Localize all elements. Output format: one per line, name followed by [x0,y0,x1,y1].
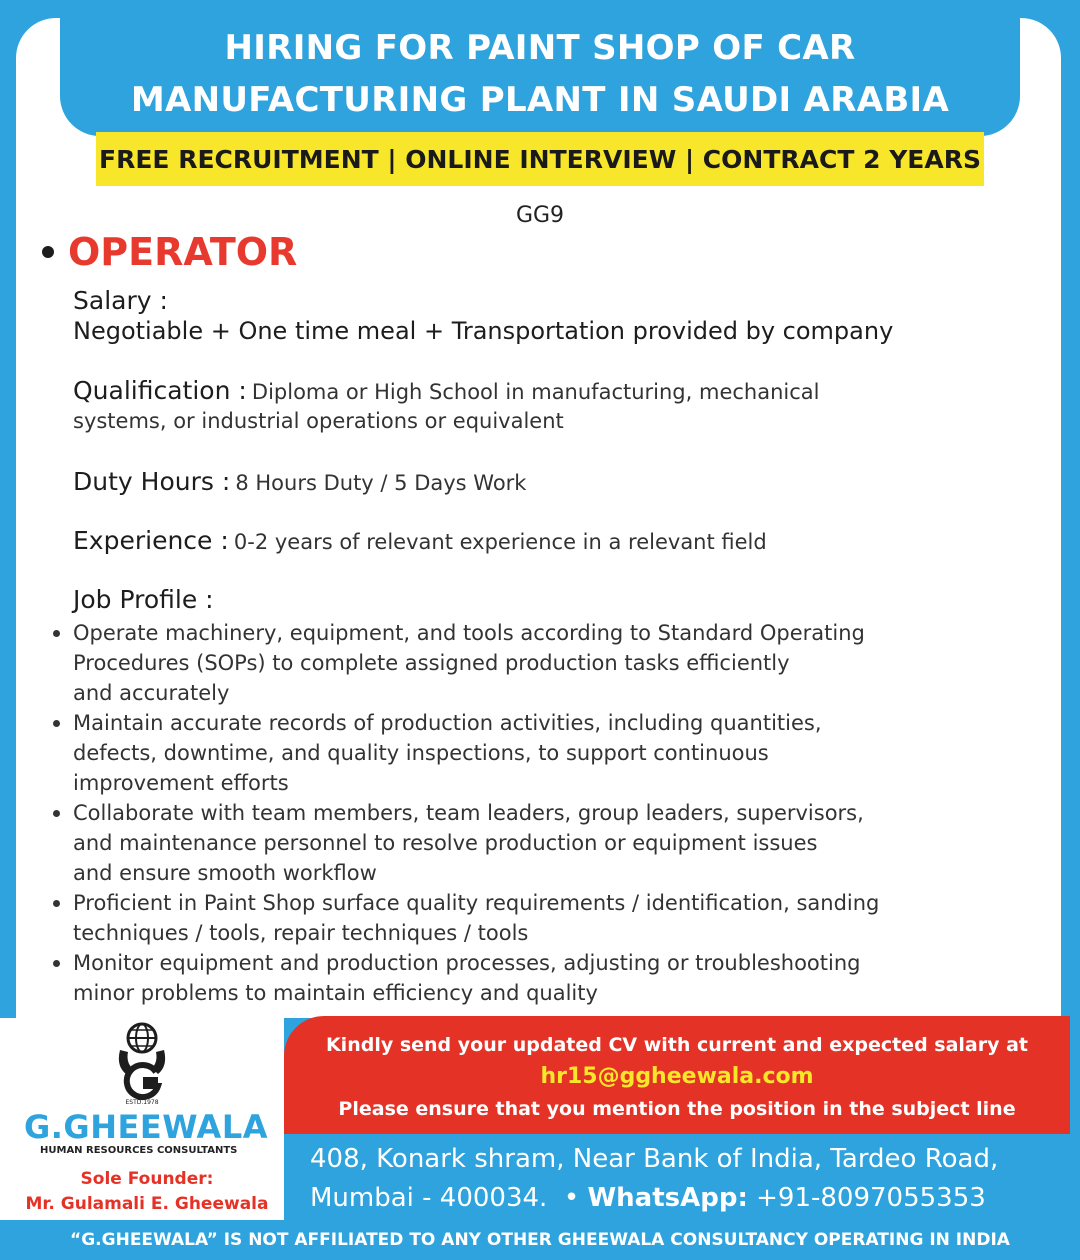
address-city: Mumbai - 400034. [310,1183,548,1213]
qualification-label: Qualification : [73,376,247,405]
bullet-icon [53,720,60,727]
qualification-value-2: systems, or industrial operations or equivalent [73,409,564,433]
experience-value: 0-2 years of relevant experience in a relevant field [233,530,767,554]
headline-line-1: HIRING FOR PAINT SHOP OF CAR [224,28,856,68]
bullet-icon [53,630,60,637]
founder-label: Sole Founder: [80,1169,214,1189]
bullet-icon [42,246,54,258]
apply-box [284,1016,1070,1134]
bullet-icon [53,960,60,967]
list-item [73,888,1013,948]
job-profile-list [73,618,1013,1008]
duty-label: Duty Hours : [73,467,231,496]
salary-section [73,286,893,345]
list-item-line: and ensure smooth workflow [73,861,377,885]
list-item-line: Operate machinery, equipment, and tools according to Standard Operating [73,621,865,645]
job-profile-label: Job Profile : [73,585,214,614]
address-line-1: 408, Konark shram, Near Bank of India, Tardeo Road, [310,1144,999,1174]
tagline-bar [96,132,984,186]
estd-label: ESTD.1978 [125,1099,159,1106]
qualification-value-1: Diploma or High School in manufacturing, mechanical [251,380,820,404]
list-item-line: and accurately [73,681,230,705]
list-item [73,618,1013,708]
list-item-line: Monitor equipment and production processes, adjusting or troubleshooting [73,951,861,975]
duty-value: 8 Hours Duty / 5 Days Work [235,471,527,495]
tagline-text: FREE RECRUITMENT | ONLINE INTERVIEW | CONTRACT 2 YEARS [99,144,981,174]
list-item-line: improvement efforts [73,771,289,795]
list-item [73,948,1013,1008]
company-logo-icon [112,1020,182,1106]
list-item-line: defects, downtime, and quality inspections, to support continuous [73,741,769,765]
duty-section [73,467,526,496]
position-title: OPERATOR [68,230,298,274]
list-item-line: Procedures (SOPs) to complete assigned production tasks efficiently [73,651,790,675]
list-item-line: and maintenance personnel to resolve production or equipment issues [73,831,818,855]
salary-value: Negotiable + One time meal + Transportation provided by company [73,317,894,345]
qualification-section [73,376,1013,433]
footer-disclaimer: “G.GHEEWALA” IS NOT AFFILIATED TO ANY OTHER GHEEWALA CONSULTANCY OPERATING IN INDIA [70,1230,1010,1250]
bullet-icon [53,810,60,817]
position-heading [42,230,297,274]
whatsapp-number[interactable]: +91-8097055353 [756,1183,986,1213]
reference-code: GG9 [515,203,565,228]
list-item-line: Maintain accurate records of production activities, including quantities, [73,711,822,735]
list-item-line: Collaborate with team members, team leaders, group leaders, supervisors, [73,801,864,825]
list-item [73,798,1013,888]
apply-email-link[interactable]: hr15@ggheewala.com [540,1064,814,1089]
list-item-line: Proficient in Paint Shop surface quality requirements / identification, sanding [73,891,880,915]
experience-label: Experience : [73,526,229,555]
salary-label: Salary : [73,286,168,315]
experience-section [73,526,767,555]
address-line-2 [310,1183,986,1213]
apply-instruction: Kindly send your updated CV with current and expected salary at [325,1034,1029,1056]
separator-bullet: • [555,1183,580,1213]
footer-disclaimer-bar [0,1220,1080,1260]
headline-line-2: MANUFACTURING PLANT IN SAUDI ARABIA [130,80,950,120]
company-subtitle: HUMAN RESOURCES CONSULTANTS [40,1145,238,1156]
list-item [73,708,1013,798]
list-item-line: techniques / tools, repair techniques / tools [73,921,529,945]
founder-name: Mr. Gulamali E. Gheewala [25,1194,269,1214]
company-name: G.GHEEWALA [24,1108,268,1146]
list-item-line: minor problems to maintain efficiency and quality [73,981,598,1005]
apply-note: Please ensure that you mention the position in the subject line [338,1098,1016,1120]
bullet-icon [53,900,60,907]
whatsapp-label: WhatsApp: [587,1183,748,1213]
